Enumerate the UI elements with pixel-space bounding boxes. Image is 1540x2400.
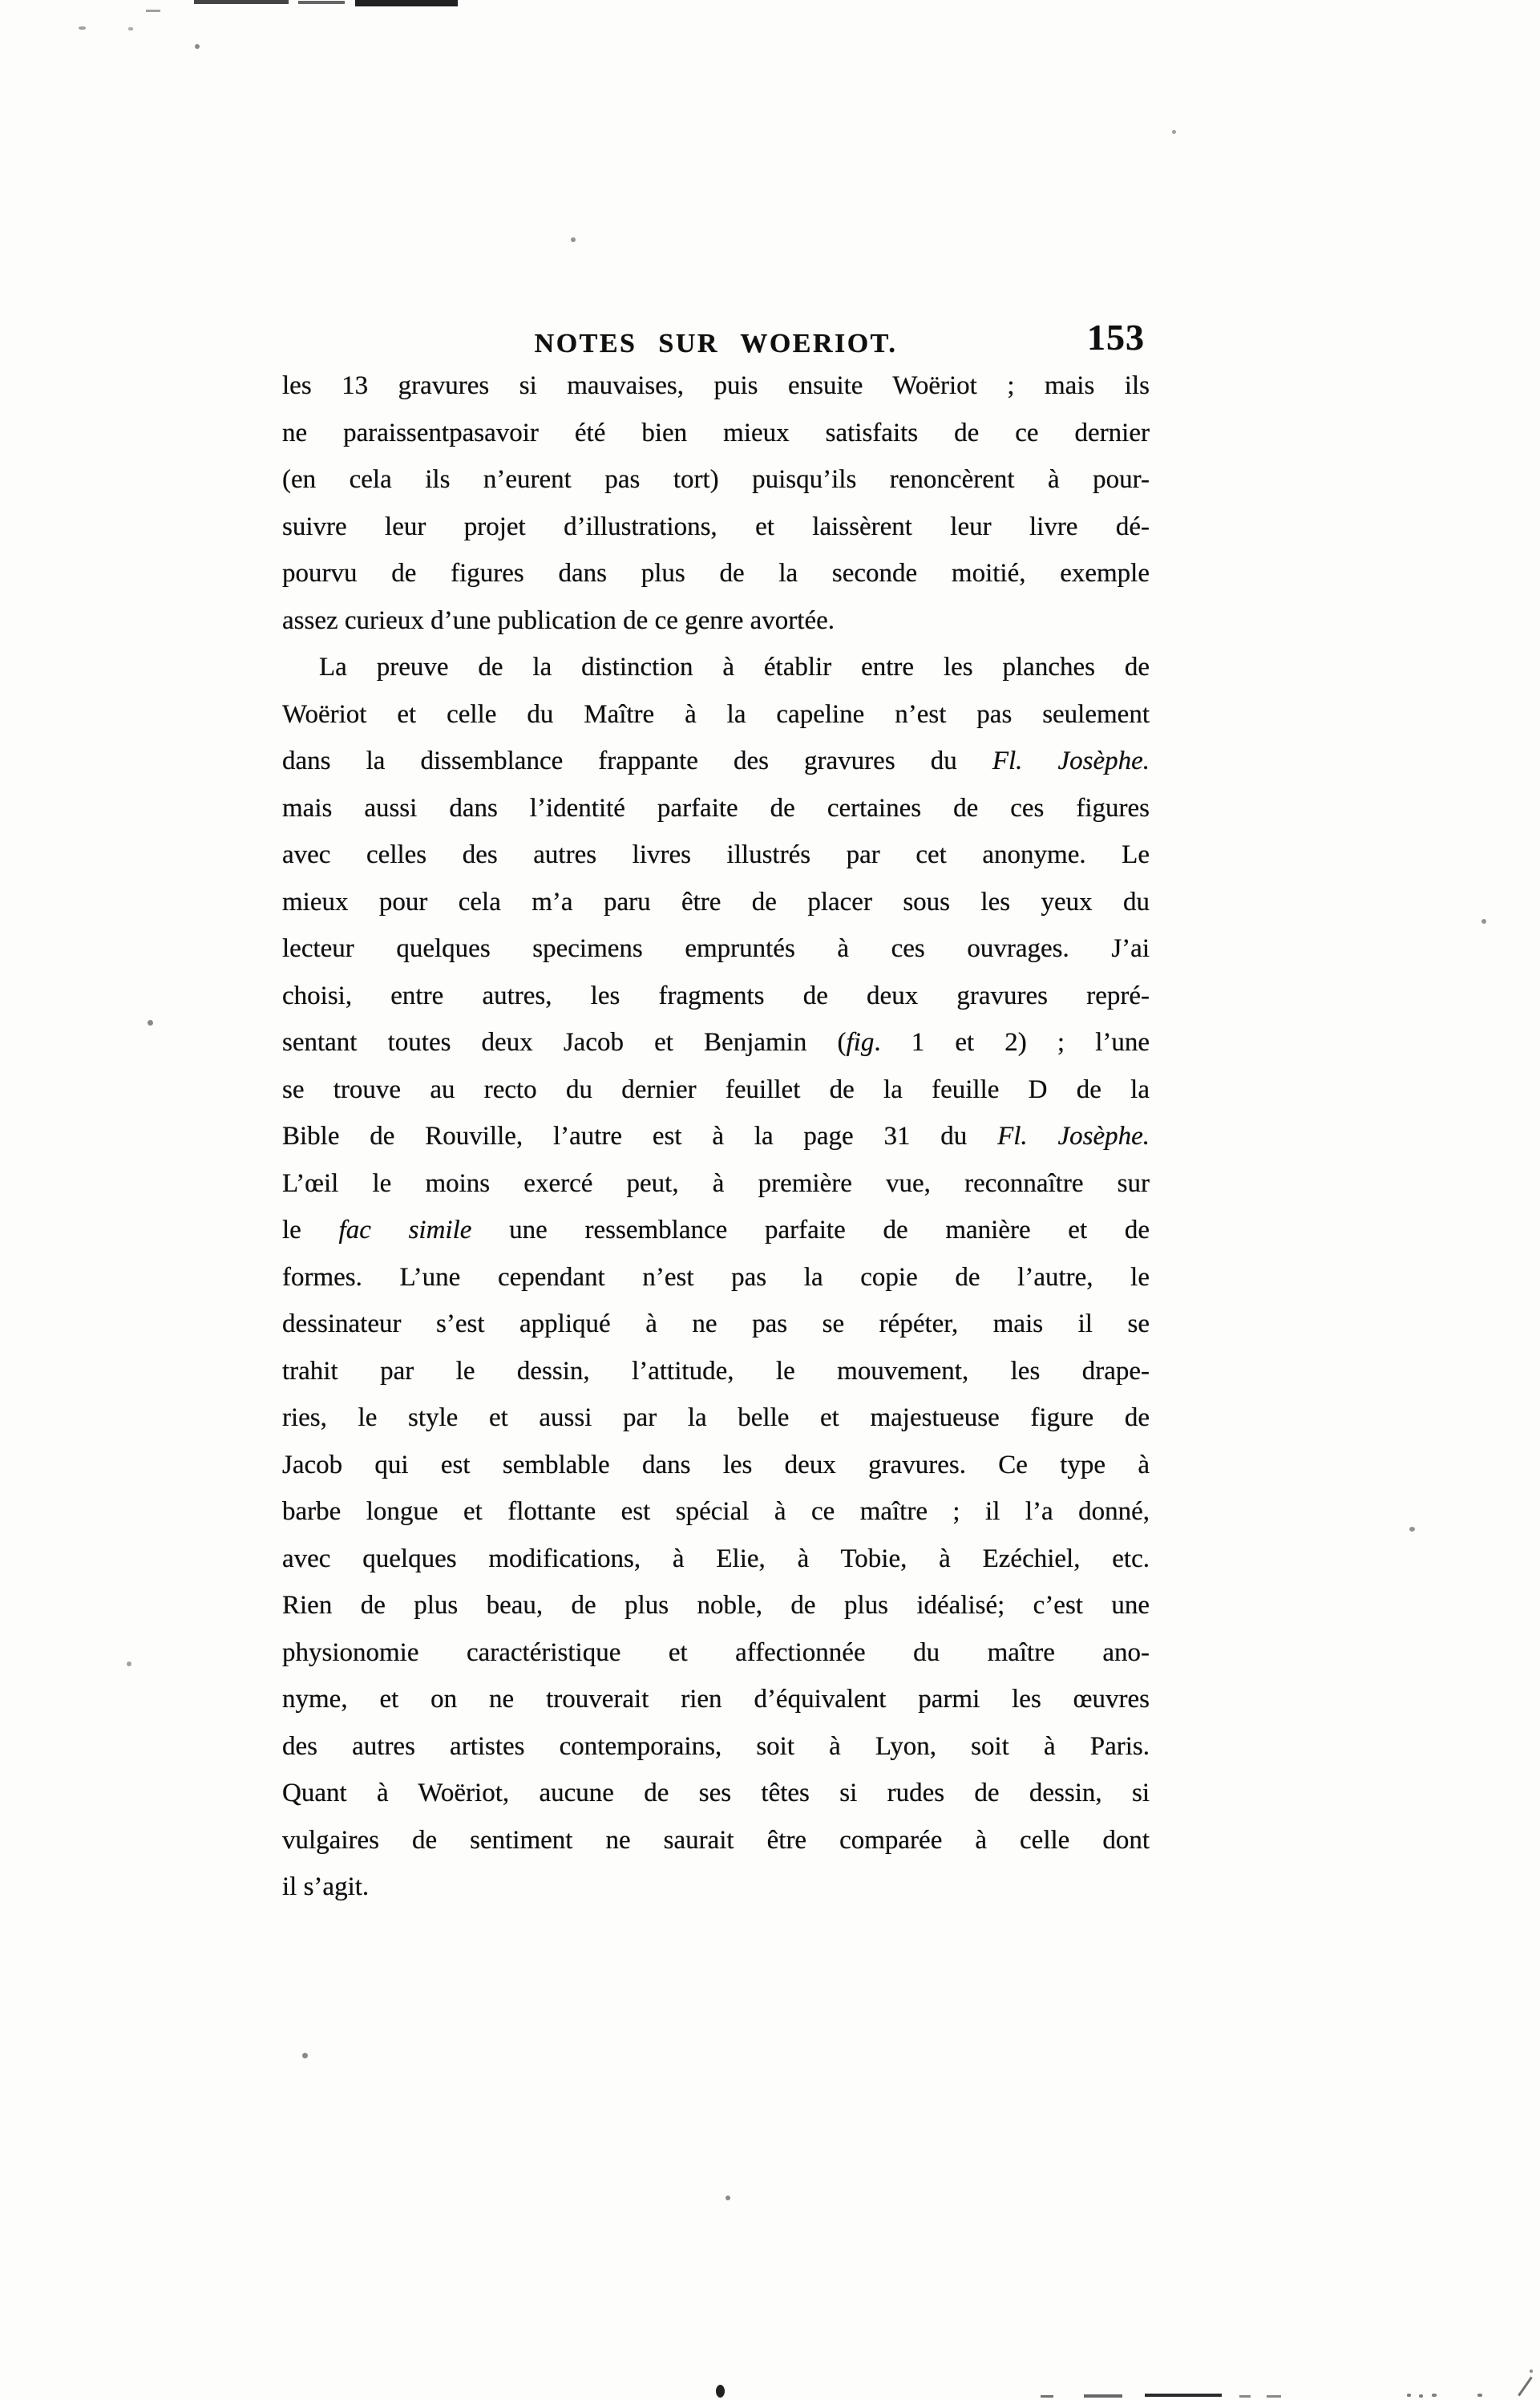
- text-run: barbe longue et flottante est spécial à ce maître ; il l’a donné,: [282, 1497, 1150, 1526]
- running-title: NOTES SUR WOERIOT.: [534, 329, 898, 358]
- text-run: vulgaires de sentiment ne saurait être comparée à celle dont: [282, 1825, 1150, 1855]
- scan-artifact: [146, 10, 160, 12]
- italic-text-run: Fl. Josèphe.: [992, 747, 1150, 775]
- text-line: [282, 973, 1150, 1020]
- scan-artifact: [1481, 919, 1486, 924]
- text-run: nyme, et on ne trouverait rien d’équivalent parmi les œuvres: [282, 1685, 1150, 1714]
- text-run: assez curieux d’une publication de ce genre avortée.: [282, 605, 835, 635]
- text-run: Woëriot et celle du Maître à la capeline n’est pas seulement: [282, 699, 1150, 729]
- scan-artifact: [1409, 1527, 1415, 1532]
- text-line: [282, 597, 1150, 645]
- text-line: [282, 504, 1150, 551]
- text-line: [282, 1066, 1150, 1114]
- text-run: dans la dissemblance frappante des gravures du: [282, 747, 992, 775]
- scan-artifact: [1518, 2377, 1533, 2397]
- text-line: [282, 1394, 1150, 1442]
- text-line: [282, 1864, 1150, 1911]
- text-line: [282, 1723, 1150, 1771]
- italic-text-run: fig: [846, 1028, 875, 1057]
- text-line: [282, 1254, 1150, 1301]
- text-line: [282, 1207, 1150, 1254]
- text-run: il s’agit.: [282, 1872, 370, 1901]
- text-line: [282, 1301, 1150, 1348]
- text-line: [282, 785, 1150, 832]
- text-run: Jacob qui est semblable dans les deux gravures. Ce type à: [282, 1450, 1150, 1479]
- text-line: [282, 1442, 1150, 1489]
- scan-artifact: [1084, 2394, 1122, 2398]
- scan-artifact: [1530, 2370, 1533, 2373]
- text-line: [282, 691, 1150, 739]
- text-line: [282, 1582, 1150, 1629]
- scan-artifact: [1145, 2394, 1222, 2397]
- text-line: [282, 925, 1150, 973]
- text-line: [282, 1817, 1150, 1864]
- scan-artifact: [1407, 2394, 1411, 2397]
- text-line: [282, 879, 1150, 926]
- scan-artifact: [128, 27, 133, 30]
- text-run: se trouve au recto du dernier feuillet de la feuille D de la: [282, 1075, 1150, 1104]
- scan-artifact: [716, 2385, 725, 2398]
- text-run: Rien de plus beau, de plus noble, de plus idéalisé; c’est une: [282, 1591, 1150, 1620]
- text-run: mieux pour cela m’a paru être de placer sous les yeux du: [282, 887, 1150, 917]
- scan-artifact: [127, 1661, 131, 1666]
- text-line: [282, 644, 1150, 691]
- scan-artifact: [194, 0, 289, 4]
- text-line: [282, 550, 1150, 597]
- scan-artifact: [148, 1020, 153, 1026]
- text-run: Quant à Woëriot, aucune de ses têtes si rudes de dessin, si: [282, 1779, 1150, 1807]
- scan-artifact: [355, 0, 458, 6]
- scan-artifact: [571, 237, 576, 242]
- italic-text-run: Fl. Josèphe.: [997, 1122, 1150, 1151]
- scan-artifact: [1041, 2395, 1053, 2398]
- text-run: une ressemblance parfaite de manière et de: [471, 1216, 1150, 1245]
- text-run: physionomie caractéristique et affectionnée du maître ano-: [282, 1637, 1150, 1667]
- scan-artifact: [1477, 2394, 1482, 2397]
- text-run: mais aussi dans l’identité parfaite de certaines de ces figures: [282, 793, 1150, 823]
- italic-text-run: fac simile: [338, 1216, 472, 1245]
- text-run: lecteur quelques specimens empruntés à ces ouvrages. J’ai: [282, 934, 1150, 963]
- scan-artifact: [79, 26, 86, 30]
- text-line: [282, 1488, 1150, 1536]
- scan-artifact: [1432, 2394, 1437, 2397]
- text-run: (en cela ils n’eurent pas tort) puisqu’ils renoncèrent à pour-: [282, 465, 1150, 494]
- text-line: [282, 1676, 1150, 1723]
- scan-artifact: [1267, 2395, 1281, 2398]
- scan-artifact: [1172, 130, 1176, 134]
- text-line: [282, 1629, 1150, 1677]
- text-line: [282, 1113, 1150, 1160]
- text-run: La preuve de la distinction à établir entre les planches de: [319, 653, 1150, 682]
- text-run: ries, le style et aussi par la belle et majestueuse figure de: [282, 1403, 1150, 1432]
- text-run: suivre leur projet d’illustrations, et laissèrent leur livre dé-: [282, 512, 1150, 541]
- text-run: avec celles des autres livres illustrés par cet anonyme. Le: [282, 840, 1150, 869]
- text-run: trahit par le dessin, l’attitude, le mouvement, les drape-: [282, 1356, 1150, 1386]
- page-number: 153: [1087, 317, 1145, 358]
- scan-artifact: [302, 2053, 308, 2058]
- text-line: [282, 1770, 1150, 1817]
- text-line: [282, 456, 1150, 504]
- text-block: [282, 362, 1150, 1911]
- text-line: [282, 1019, 1150, 1066]
- text-run: des autres artistes contemporains, soit à Lyon, soit à Paris.: [282, 1731, 1150, 1761]
- text-line: [282, 362, 1150, 410]
- text-line: [282, 832, 1150, 879]
- text-run: . 1 et 2) ; l’une: [874, 1028, 1150, 1057]
- text-run: Bible de Rouville, l’autre est à la page 31 du: [282, 1122, 998, 1151]
- text-run: avec quelques modifications, à Elie, à Tobie, à Ezéchiel, etc.: [282, 1544, 1150, 1573]
- scan-artifact: [1419, 2394, 1423, 2398]
- text-run: pourvu de figures dans plus de la seconde moitié, exemple: [282, 559, 1150, 588]
- text-line: [282, 410, 1150, 457]
- scan-artifact: [1239, 2395, 1251, 2398]
- text-run: choisi, entre autres, les fragments de deux gravures repré-: [282, 981, 1150, 1010]
- text-line: [282, 1348, 1150, 1395]
- text-run: les 13 gravures si mauvaises, puis ensuite Woëriot ; mais ils: [282, 371, 1150, 400]
- text-run: le: [282, 1216, 339, 1245]
- text-run: formes. L’une cependant n’est pas la copie de l’autre, le: [282, 1262, 1150, 1292]
- text-line: [282, 738, 1150, 785]
- scan-artifact: [298, 1, 345, 4]
- scan-artifact: [195, 44, 200, 49]
- scan-artifact: [726, 2196, 730, 2200]
- text-run: sentant toutes deux Jacob et Benjamin (: [282, 1028, 847, 1057]
- text-run: dessinateur s’est appliqué à ne pas se répéter, mais il se: [282, 1309, 1150, 1338]
- text-line: [282, 1160, 1150, 1208]
- text-run: ne paraissentpasavoir été bien mieux satisfaits de ce dernier: [282, 418, 1150, 447]
- text-line: [282, 1536, 1150, 1583]
- text-run: L’œil le moins exercé peut, à première vue, reconnaître sur: [282, 1168, 1150, 1198]
